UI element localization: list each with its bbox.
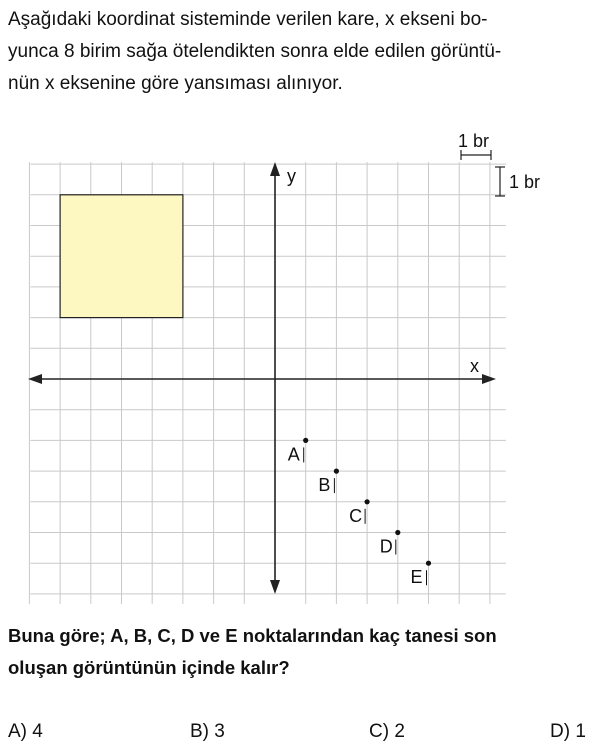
- y-axis: [270, 162, 280, 594]
- question-line: oluşan görüntünün içinde kalır?: [8, 657, 290, 678]
- unit-horizontal-indicator: [458, 131, 491, 160]
- unit-vertical-label: 1 br: [509, 172, 541, 192]
- intro-line: nün x eksenine göre yansıması alınıyor.: [8, 73, 343, 94]
- y-axis-bottom-arrow: [270, 580, 280, 594]
- point-a: [303, 438, 308, 443]
- point-b: [334, 469, 339, 474]
- question-line: Buna göre; A, B, C, D ve E noktalarından kaç tanesi son: [8, 625, 497, 646]
- point-label-a: A: [287, 444, 300, 465]
- point-label-b: B: [318, 475, 331, 496]
- square: [60, 195, 183, 318]
- point-d: [395, 530, 400, 535]
- unit-horizontal-label: 1 br: [458, 131, 490, 151]
- choice-c[interactable]: C) 2: [369, 721, 405, 742]
- point-c: [365, 499, 370, 504]
- x-axis-left-arrow: [28, 374, 42, 384]
- point-label-c: C: [349, 505, 363, 526]
- point-label-e: E: [410, 567, 423, 588]
- points: [288, 438, 431, 587]
- x-axis: [28, 374, 496, 384]
- choice-a[interactable]: A) 4: [8, 721, 43, 742]
- choice-b[interactable]: B) 3: [190, 721, 225, 742]
- y-axis-label: y: [287, 166, 296, 186]
- point-label-d: D: [379, 536, 393, 557]
- question: [8, 620, 600, 684]
- choice-d[interactable]: D) 1: [550, 721, 586, 742]
- unit-vertical-indicator: [495, 167, 540, 196]
- x-axis-right-arrow: [482, 374, 496, 384]
- intro-line: Aşağıdaki koordinat sisteminde verilen kare, x ekseni bo-: [8, 9, 488, 30]
- point-e: [426, 561, 431, 566]
- x-axis-label: x: [470, 356, 479, 376]
- intro-line: yunca 8 birim sağa ötelendikten sonra elde edilen görüntü-: [8, 41, 502, 62]
